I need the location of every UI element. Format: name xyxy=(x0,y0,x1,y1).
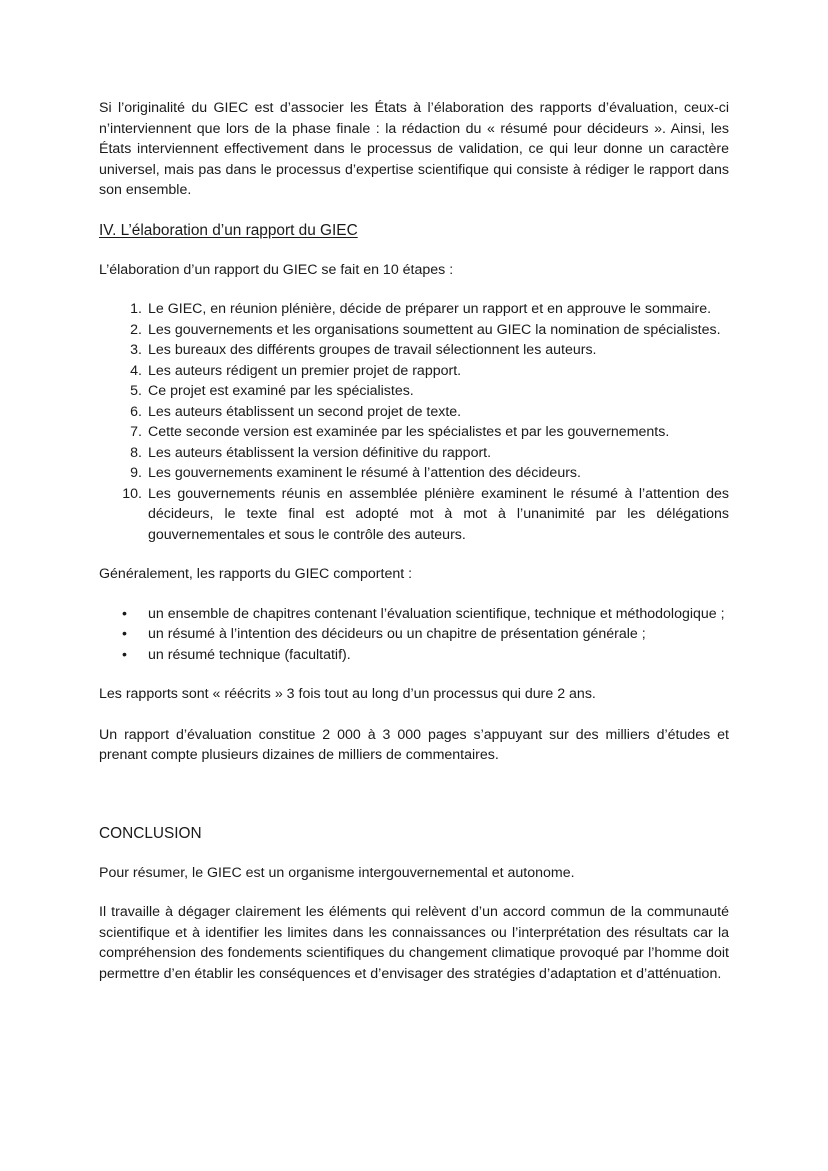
conclusion-title: CONCLUSION xyxy=(99,824,202,842)
section-title: IV. L’élaboration d’un rapport du GIEC xyxy=(99,221,358,239)
steps-list xyxy=(122,299,729,545)
step-number: 7. xyxy=(130,424,142,440)
step-number: 9. xyxy=(130,465,142,481)
bullet-item xyxy=(122,604,729,625)
intro-paragraph: Si l’originalité du GIEC est d’associer les États à l’élaboration des rapports d’évaluation, ceux-ci n’interviennent que lors de la phase finale : la rédaction du « résumé pour décideurs ». Ainsi, les États interviennent effectivement dans le processus de validation, ce qui leur donne un caractère universel, mais pas dans le processus d’expertise scientifique qui consiste à rédiger le rapport dans son ensemble. xyxy=(99,100,729,198)
step-item xyxy=(130,422,729,443)
bullet-icon: • xyxy=(122,605,127,622)
step-item xyxy=(130,402,729,423)
bullet-icon: • xyxy=(122,646,127,663)
step-item xyxy=(130,320,729,341)
conclusion-summary: Pour résumer, le GIEC est un organisme intergouvernemental et autonome. xyxy=(99,864,575,881)
step-number: 4. xyxy=(130,362,142,379)
step-item xyxy=(130,340,729,361)
step-text: Les auteurs établissent un second projet de texte. xyxy=(148,403,462,420)
bullet-text: un résumé technique (facultatif). xyxy=(148,646,351,663)
bullet-text: un résumé à l’intention des décideurs ou un chapitre de présentation générale ; xyxy=(148,626,646,642)
step-text: Les gouvernements examinent le résumé à l’attention des décideurs. xyxy=(148,465,581,481)
bullet-item xyxy=(122,645,729,666)
step-item xyxy=(130,443,729,464)
bullet-list xyxy=(122,604,729,666)
step-number: 6. xyxy=(130,403,142,420)
step-text: Ce projet est examiné par les spécialistes. xyxy=(148,383,414,399)
step-number: 10. xyxy=(122,485,142,502)
step-text: Cette seconde version est examinée par les spécialistes et par les gouvernements. xyxy=(148,424,670,440)
step-number: 8. xyxy=(130,444,142,461)
bullet-text: un ensemble de chapitres contenant l’évaluation scientifique, technique et méthodologique ; xyxy=(148,605,725,622)
step-text: Le GIEC, en réunion plénière, décide de préparer un rapport et en approuve le sommaire. xyxy=(148,301,712,317)
bullet-icon: • xyxy=(122,626,127,642)
step-text: Les bureaux des différents groupes de travail sélectionnent les auteurs. xyxy=(148,342,597,358)
step-text: Les auteurs établissent la version définitive du rapport. xyxy=(148,444,492,461)
step-number: 2. xyxy=(130,321,142,338)
step-number: 1. xyxy=(130,301,142,317)
step-number: 3. xyxy=(130,342,142,358)
steps-intro: L’élaboration d’un rapport du GIEC se fait en 10 étapes : xyxy=(99,261,454,278)
bullet-item xyxy=(122,624,729,645)
pages-paragraph: Un rapport d’évaluation constitue 2 000 à 3 000 pages s’appuyant sur des milliers d’études et prenant compte plusieurs dizaines de milliers de commentaires. xyxy=(99,726,729,763)
step-item xyxy=(130,299,729,320)
conclusion-paragraph: Il travaille à dégager clairement les éléments qui relèvent d’un accord commun de la communauté scientifique et à identifier les limites dans les connaissances ou l’interprétation des résultats car la compréhension des fondements scientifiques du changement climatique provoqué par l’homme doit permettre d’en établir les conséquences et d’envisager des stratégies d’adaptation et d’atténuation. xyxy=(99,904,729,982)
step-item xyxy=(130,361,729,382)
step-number: 5. xyxy=(130,383,142,399)
step-item xyxy=(130,381,729,402)
step-text: Les gouvernements réunis en assemblée plénière examinent le résumé à l’attention des décideurs, le texte final est adopté mot à mot à l’unanimité par les délégations gouvernementales et sous le contrôle des auteurs. xyxy=(148,485,729,543)
step-item xyxy=(122,484,729,546)
step-item xyxy=(130,463,729,484)
step-text: Les auteurs rédigent un premier projet de rapport. xyxy=(148,362,462,379)
rewrite-paragraph: Les rapports sont « réécrits » 3 fois tout au long d’un processus qui dure 2 ans. xyxy=(99,686,596,702)
reports-intro: Généralement, les rapports du GIEC comportent : xyxy=(99,566,413,582)
step-text: Les gouvernements et les organisations soumettent au GIEC la nomination de spécialistes. xyxy=(148,321,721,338)
